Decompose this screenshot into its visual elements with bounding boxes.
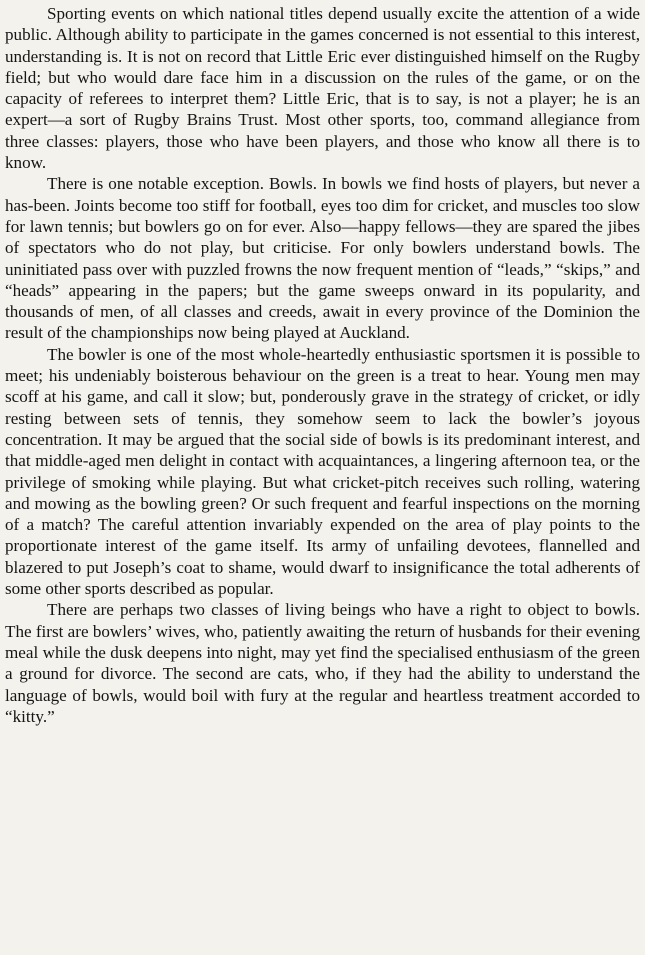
paragraph-objectors: There are perhaps two classes of living beings who have a right to object to bowls. The first are bowlers’ wives, who, patiently awaiting the return of husbands for their evening meal while the dusk deepens into night, may yet find the specialised enthusiasm of the green a ground for divorce. The second are cats, who, if they had the ability to understand the language of bowls, would boil with fury at the regular and heartless treatment accorded to “kitty.”: [5, 600, 640, 726]
paragraph-spectators: Sporting events on which national titles depend usually excite the attention of a wide public. Although ability to participate in the games concerned is not essential to this interest, understanding is. It is not on record that Little Eric ever distinguished himself on the Rugby field; but who would dare face him in a discussion on the rules of the game, or on the capacity of referees to interpret them? Little Eric, that is to say, is not a player; he is an expert—a sort of Rugby Brains Trust. Most other sports, too, command allegiance from three classes: players, those who have been players, and those who know all there is to know.: [5, 4, 640, 173]
paragraph-bowler-enthusiasm: The bowler is one of the most whole-heartedly enthusiastic sportsmen it is possible to meet; his undeniably boisterous behaviour on the green is a treat to hear. Young men may scoff at his game, and call it slow; but, ponderously grave in the strategy of cricket, or idly resting between sets of tennis, they somehow seem to lack the bowler’s joyous concentration. It may be argued that the social side of bowls is its predominant interest, and that middle-aged men delight in contact with acquaintances, a lingering afternoon tea, or the privilege of smoking while playing. But what cricket-pitch receives such rolling, watering and mowing as the bowling green? Or such frequent and fearful inspections on the morning of a match? The careful attention invariably expended on the area of play points to the proportionate interest of the game itself. Its army of unfailing devotees, flannelled and blazered to put Joseph’s coat to shame, would dwarf to insignificance the total adherents of some other sports described as popular.: [5, 344, 640, 599]
paragraph-bowls-exception: There is one notable exception. Bowls. In bowls we find hosts of players, but never a has-been. Joints become too stiff for football, eyes too dim for cricket, and muscles too slow for lawn tennis; but bowlers go on for ever. Also—happy fellows—they are spared the jibes of spectators who do not play, but criticise. For only bowlers understand bowls. The uninitiated pass over with puzzled frowns the now frequent mention of “leads,” “skips,” and “heads” appearing in the papers; but the game sweeps onward in its popularity, and thousands of men, of all classes and creeds, await in every province of the Dominion the result of the championships now being played at Auckland.: [5, 174, 640, 343]
